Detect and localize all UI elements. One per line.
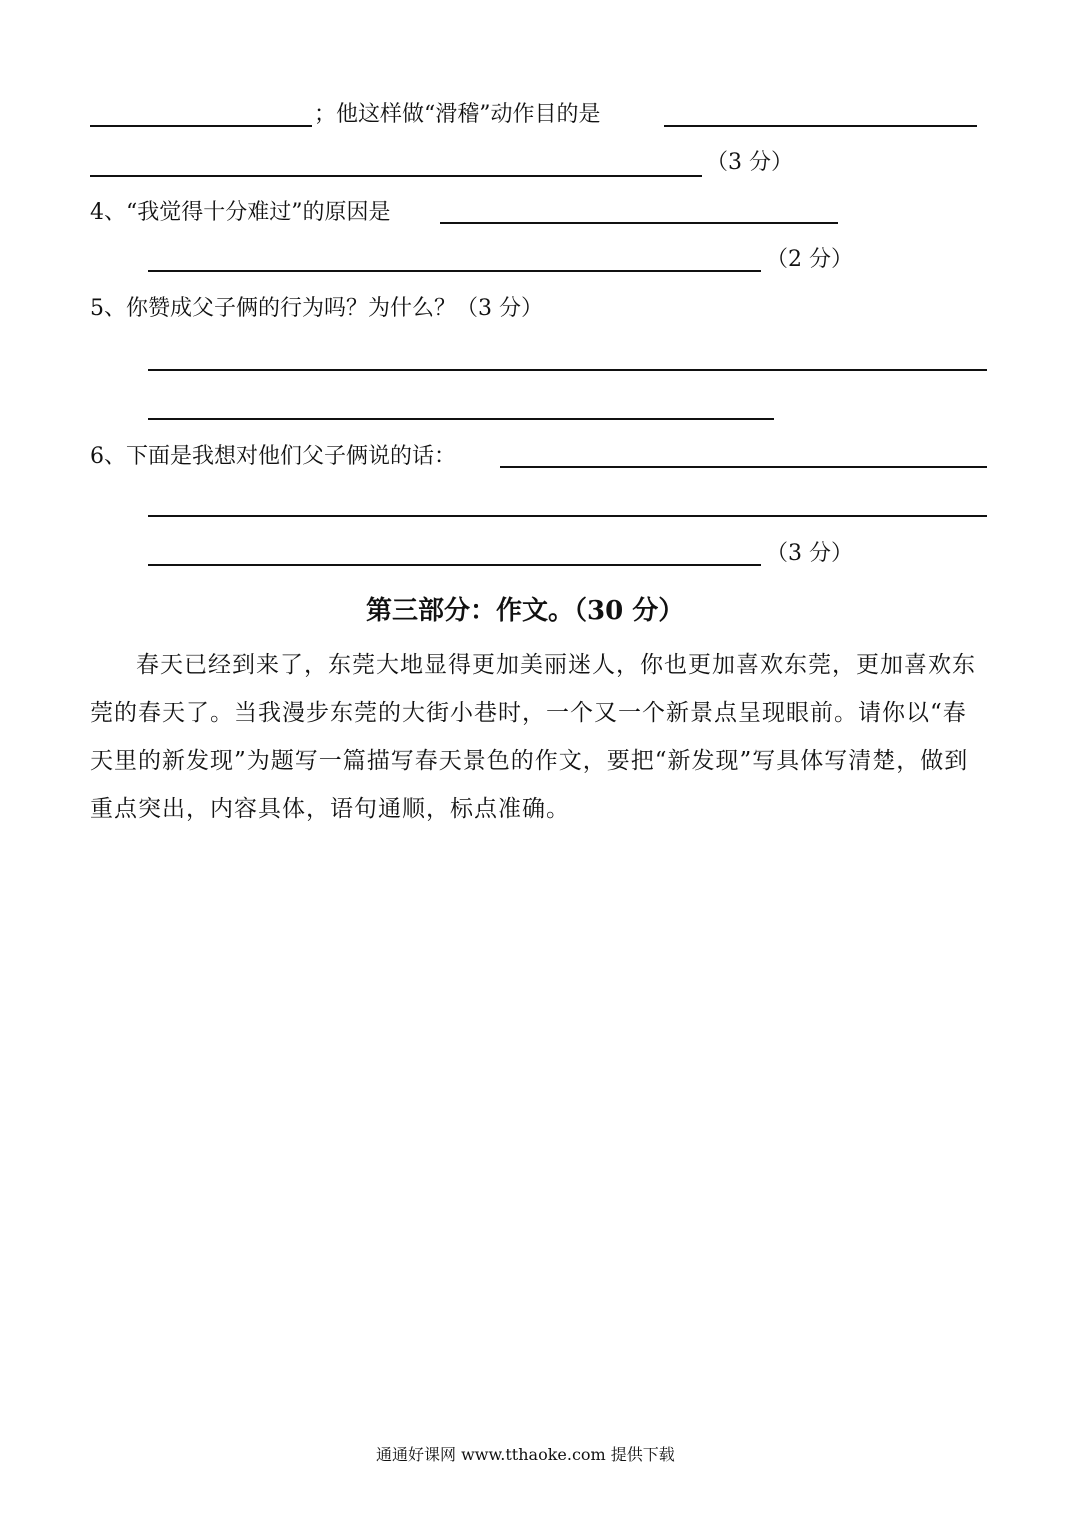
q6-answer-line-3: [148, 564, 761, 566]
q3-answer-line-1: [90, 125, 312, 127]
q4-answer-line-1: [440, 222, 838, 224]
q5-text: 5、你赞成父子俩的行为吗？为什么？（3 分）: [90, 296, 543, 321]
q6-text: 6、下面是我想对他们父子俩说的话：: [90, 444, 456, 469]
q6-score: （3 分）: [766, 541, 853, 566]
q5-answer-line-2: [148, 418, 774, 420]
q4-text: 4、“我觉得十分难过”的原因是: [90, 200, 391, 225]
q5-answer-line-1: [148, 369, 987, 371]
section3-prompt: 春天已经到来了，东莞大地显得更加美丽迷人，你也更加喜欢东莞，更加喜欢东莞的春天了。当我漫步东莞的大街小巷时，一个又一个新景点呈现眼前。请你以“春天里的新发现”为题写一篇描写春天景色的作文，要把“新发现”写具体写清楚，做到重点突出，内容具体，语句通顺，标点准确。: [90, 652, 976, 822]
q3-answer-line-3: [90, 175, 702, 177]
section3-title: 第三部分：作文。（30 分）: [366, 596, 685, 626]
page-footer: 通通好课网 www.tthaoke.com 提供下载: [376, 1445, 675, 1464]
q3-answer-line-2: [664, 125, 977, 127]
q3-score: （3 分）: [706, 150, 793, 175]
q6-answer-line-1: [500, 466, 987, 468]
q3-text: ；他这样做“滑稽”动作目的是: [314, 102, 601, 127]
q4-answer-line-2: [148, 270, 761, 272]
q6-answer-line-2: [148, 515, 987, 517]
q4-score: （2 分）: [766, 247, 853, 272]
